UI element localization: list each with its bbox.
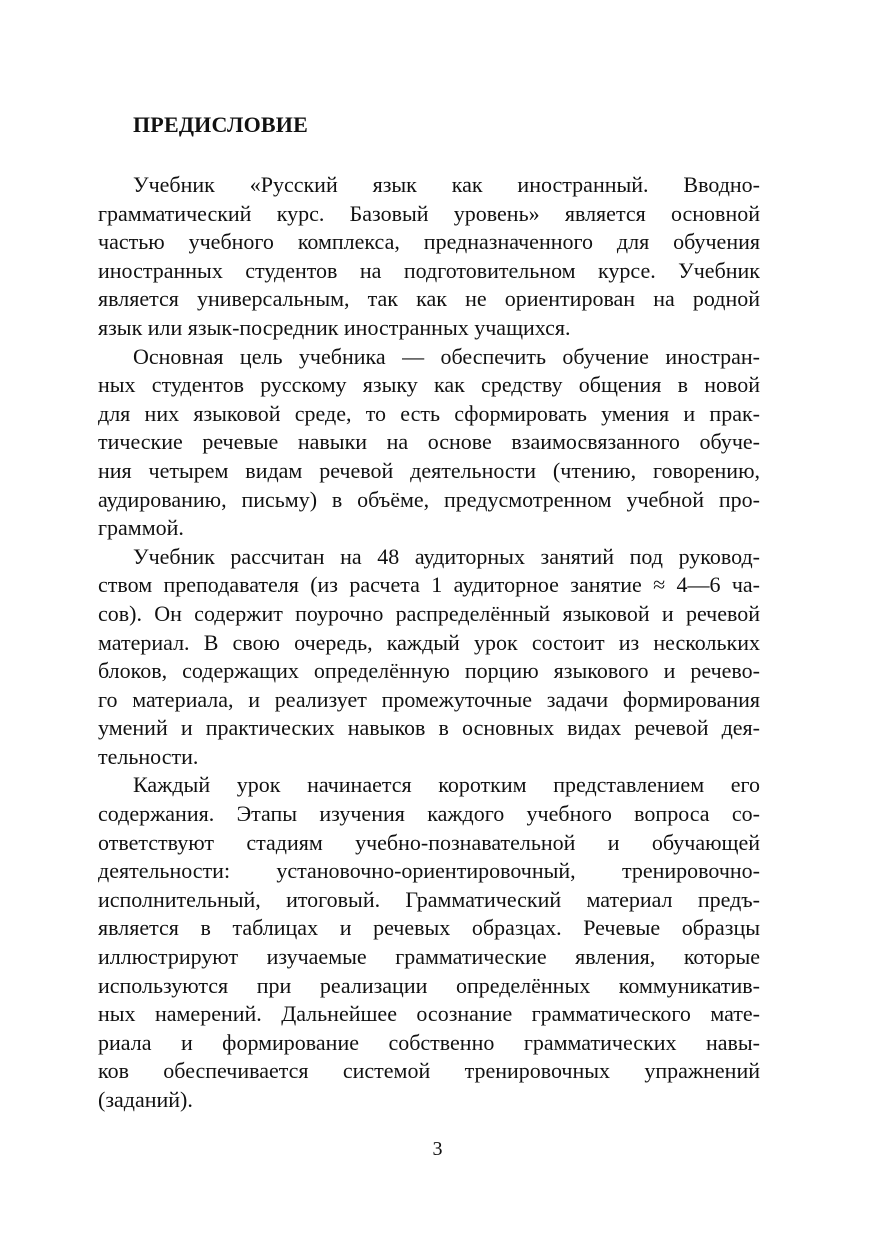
text-line: риала и формирование собственно грамматических навы- (98, 1029, 760, 1055)
text-line: аудированию, письму) в объёме, предусмотренном учебной про- (98, 486, 760, 512)
text-line: Каждый урок начинается коротким представлением его (133, 772, 760, 798)
page-number: 3 (432, 1138, 443, 1160)
text-line: сов). Он содержит поурочно распределённый языковой и речевой (98, 600, 760, 626)
paragraph (98, 543, 760, 772)
text-line: ных намерений. Дальнейшее осознание грамматического мате- (98, 1001, 760, 1027)
text-line: Учебник рассчитан на 48 аудиторных занятий под руковод- (133, 543, 760, 569)
text-line: исполнительный, итоговый. Грамматический материал предъ- (98, 886, 760, 912)
text-line: умений и практических навыков в основных видах речевой дея- (98, 715, 760, 741)
paragraph (98, 771, 760, 1114)
section-heading: ПРЕДИСЛОВИЕ (133, 112, 308, 137)
text-line: го материала, и реализует промежуточные задачи формирования (98, 686, 760, 712)
text-line: является универсальным, так как не ориентирован на родной (98, 286, 760, 312)
text-line: язык или язык-посредник иностранных учащихся. (98, 314, 571, 340)
text-line: (заданий). (98, 1087, 193, 1112)
text-line: деятельности: установочно-ориентировочный, тренировочно- (98, 858, 760, 884)
text-line: является в таблицах и речевых образцах. Речевые образцы (98, 915, 760, 941)
text-line: Учебник «Русский язык как иностранный. Вводно- (133, 172, 760, 197)
paragraph (98, 343, 760, 543)
text-line: иллюстрируют изучаемые грамматические явления, которые (98, 944, 760, 970)
text-line: используются при реализации определённых коммуникатив- (98, 972, 760, 998)
text-line: частью учебного комплекса, предназначенного для обучения (98, 229, 760, 255)
text-line: тические речевые навыки на основе взаимосвязанного обуче- (98, 429, 760, 455)
text-line: граммой. (98, 515, 184, 541)
text-line: ных студентов русскому языку как средству общения в новой (98, 372, 760, 398)
preface-body (98, 171, 760, 1115)
text-line: ответствуют стадиям учебно-познавательной и обучающей (98, 829, 760, 855)
text-line: ством преподавателя (из расчета 1 аудиторное занятие ≈ 4—6 ча- (98, 572, 760, 598)
text-line: для них языковой среде, то есть сформировать умения и прак- (98, 400, 760, 426)
text-line: ния четырем видам речевой деятельности (чтению, говорению, (98, 457, 760, 483)
text-line: Основная цель учебника — обеспечить обучение иностран- (133, 343, 760, 369)
text-line: тельности. (98, 743, 199, 769)
text-line: материал. В свою очередь, каждый урок состоит из нескольких (98, 629, 760, 655)
paragraph (98, 171, 760, 343)
text-line: ков обеспечивается системой тренировочных упражнений (98, 1058, 760, 1084)
text-line: содержания. Этапы изучения каждого учебного вопроса со- (98, 801, 760, 827)
text-line: грамматический курс. Базовый уровень» является основной (98, 200, 760, 226)
text-line: блоков, содержащих определённую порцию языкового и речево- (98, 658, 760, 684)
text-line: иностранных студентов на подготовительном курсе. Учебник (98, 257, 760, 283)
